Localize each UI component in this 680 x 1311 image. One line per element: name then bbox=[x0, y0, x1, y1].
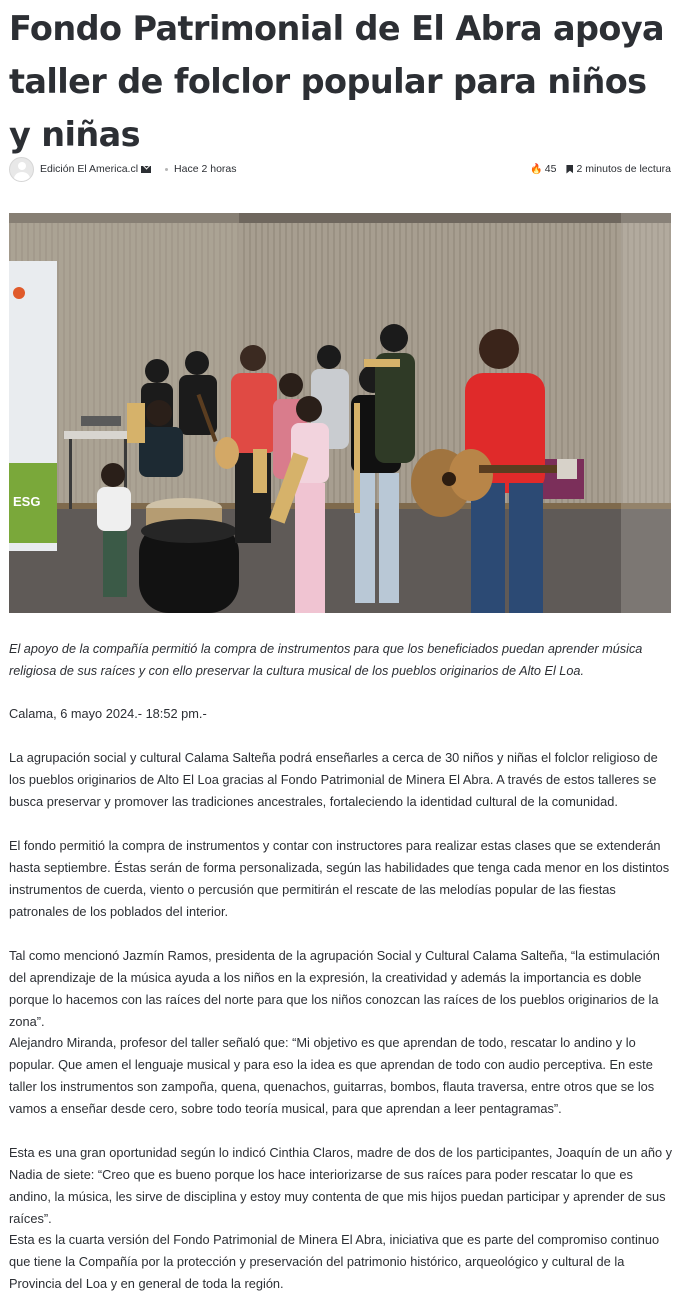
author-name-link[interactable]: Edición El America.cl bbox=[40, 163, 139, 175]
banner-text: ESG bbox=[13, 494, 41, 509]
body-paragraph: Esta es una gran oportunidad según lo indicó Cinthia Claros, madre de dos de los participantes, Joaquín de un año y Nadia de siete: “Creo que es bueno porque los hace interiorizarse de sus raíces para poder rescatar lo que es andino, la música, les sirve de disciplina y estoy muy contenta de que mis hijos puedan participar y aprender de sus raíces”. bbox=[9, 1145, 673, 1226]
body-paragraph: El fondo permitió la compra de instrumentos y contar con instructores para realizar estas clases que se extenderán hasta septiembre. Éstas serán de forma personalizada, según las habilidades que tenga cada menor en los distintos instrumentos de cuerda, viento o percusión que permitirán el rescate de las melodías popular de las fiestas patronales de los poblados del interior. bbox=[9, 838, 670, 919]
publish-time: Hace 2 horas bbox=[174, 163, 237, 175]
body-paragraph: Esta es la cuarta versión del Fondo Patrimonial de Minera El Abra, iniciativa que es parte del compromiso continuo que tiene la Compañía por la protección y preservación del patrimonio histórico, arqueológico y cultural de la Provincia del Loa y en general de toda la región. bbox=[9, 1232, 660, 1291]
bookmark-icon bbox=[566, 165, 573, 174]
meta-separator-dot bbox=[165, 168, 168, 171]
fire-icon: 🔥 bbox=[530, 163, 543, 175]
group-photo-illustration bbox=[9, 213, 671, 613]
body-paragraph: La agrupación social y cultural Calama Salteña podrá enseñarles a cerca de 30 niños y niñas el folclor religioso de los pueblos originarios de Alto El Loa gracias al Fondo Patrimonial de Minera El Abra. A través de estos talleres se busca preservar y promover las tradiciones ancestrales, fortaleciendo la identidad cultural de la comunidad. bbox=[9, 750, 658, 809]
mail-icon[interactable] bbox=[141, 166, 151, 173]
article-photo bbox=[9, 213, 671, 613]
body-paragraph: Alejandro Miranda, profesor del taller señaló que: “Mi objetivo es que aprendan de todo, rescatar lo andino y lo popular. Que amen el lenguaje musical y para eso la idea es que aprendan de todo con audio perceptiva. En este taller los instrumentos son zampoña, quena, quenachos, guitarras, bombos, flauta traversa, entre otros que se los vamos a enseñar desde cero, sobre todo teoría musical, para que aprendan a leer pentagramas”. bbox=[9, 1035, 655, 1116]
article-title: Fondo Patrimonial de El Abra apoya taller de folclor popular para niños y niñas bbox=[9, 9, 665, 154]
article-meta bbox=[9, 156, 671, 182]
esg-banner bbox=[9, 261, 57, 551]
photo-caption: El apoyo de la compañía permitió la compra de instrumentos para que los beneficiados puedan aprender música religiosa de sus raíces y con ello preservar la cultura musical de los pueblos originarios de Alto El Loa. bbox=[9, 642, 643, 678]
meta-stats bbox=[530, 163, 671, 175]
view-count: 45 bbox=[544, 163, 557, 175]
author-avatar[interactable] bbox=[9, 157, 34, 182]
body-paragraph: Tal como mencionó Jazmín Ramos, presidenta de la agrupación Social y Cultural Calama Salteña, “la estimulación del aprendizaje de la música ayuda a los niños en la expresión, la creatividad y además la importancia es doble porque lo hacemos con las raíces del norte para que los niños conozcan las raíces de los pueblos originarios de la zona”. bbox=[9, 948, 660, 1029]
reading-time: 2 minutos de lectura bbox=[576, 163, 671, 175]
dateline: Calama, 6 mayo 2024.- 18:52 pm.- bbox=[9, 706, 207, 721]
